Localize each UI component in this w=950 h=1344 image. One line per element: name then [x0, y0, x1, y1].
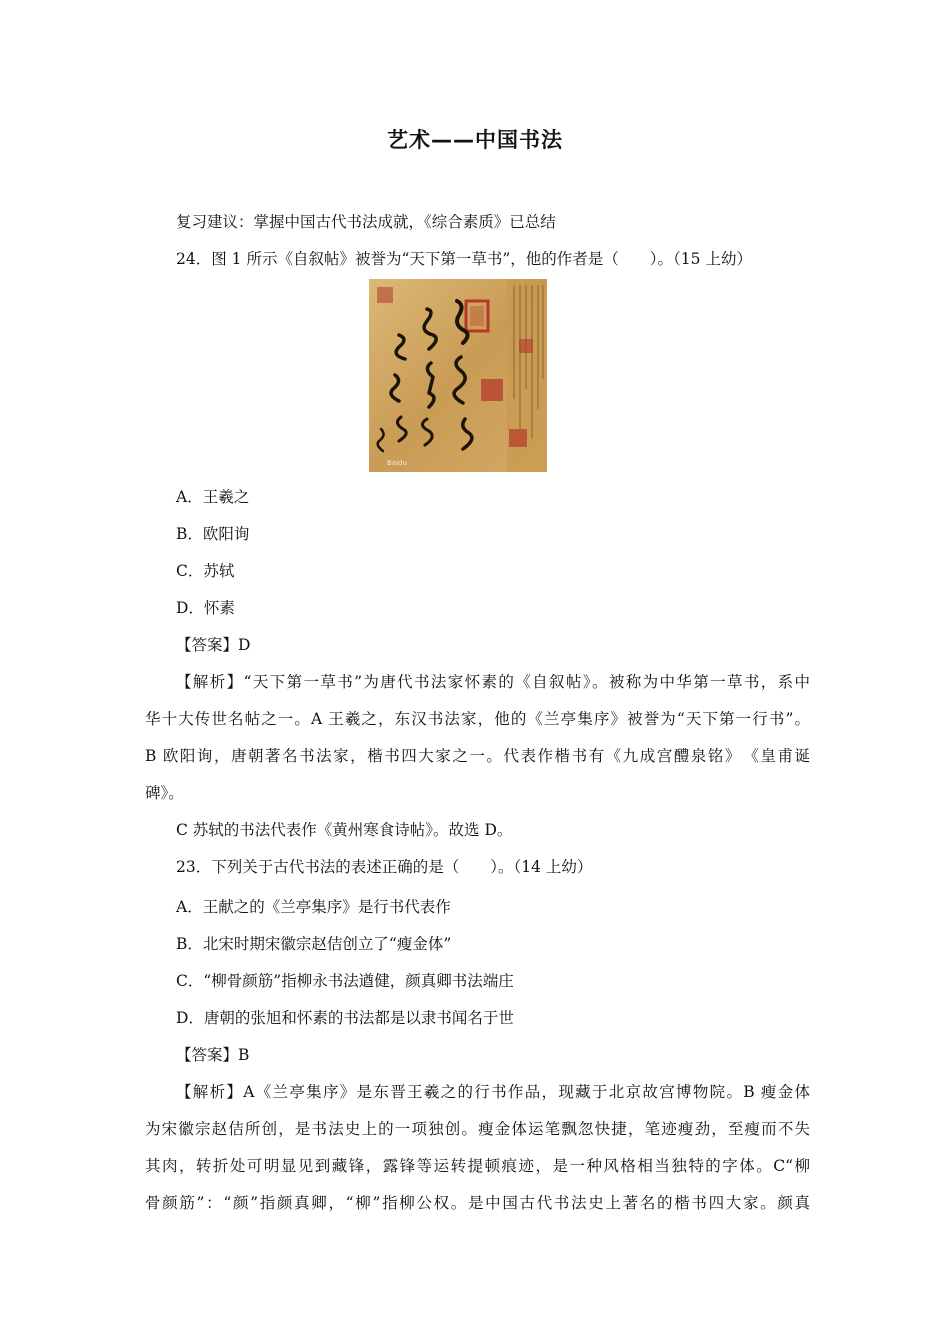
page-title: 艺术——中国书法: [387, 128, 563, 152]
q23-analysis-line-2: 为宋徽宗赵佶所创，是书法史上的一项独创。瘦金体运笔飘忽快捷，笔迹瘦劲，至瘦而不失: [145, 1120, 810, 1138]
calligraphy-artwork: [369, 279, 547, 472]
q24-analysis-tail: C 苏轼的书法代表作《黄州寒食诗帖》。故选 D。: [176, 821, 513, 839]
q24-analysis-line-2: 华十大传世名帖之一。A 王羲之，东汉书法家，他的《兰亭集序》被誉为“天下第一行书”。: [145, 710, 810, 728]
q24-option-b: B．欧阳询: [176, 525, 250, 543]
q24-option-c: C．苏轼: [176, 562, 235, 580]
q24-option-d: D．怀素: [176, 599, 235, 617]
calligraphy-image: [369, 279, 547, 472]
q24-answer: 【答案】D: [176, 636, 251, 654]
q23-option-c: C．“柳骨颜筋”指柳永书法遒健，颜真卿书法端庄: [176, 972, 514, 990]
q23-analysis-line-1: 【解析】A《兰亭集序》是东晋王羲之的行书作品，现藏于北京故宫博物院。B 瘦金体: [176, 1083, 810, 1101]
q23-analysis-line-3: 其肉，转折处可明显见到藏锋，露锋等运转提顿痕迹，是一种风格相当独特的字体。C“柳: [145, 1157, 810, 1175]
review-suggestion: 复习建议：掌握中国古代书法成就，《综合素质》已总结: [176, 213, 556, 231]
question-24-stem: 24．图 1 所示《自叙帖》被誉为“天下第一草书”，他的作者是（ ）。（15 上幼）: [176, 250, 752, 268]
q24-analysis-line-3: B 欧阳询，唐朝著名书法家，楷书四大家之一。代表作楷书有《九成宫醴泉铭》 《皇甫诞: [145, 747, 810, 765]
q23-analysis-line-4: 骨颜筋”：“颜”指颜真卿，“柳”指柳公权。是中国古代书法史上著名的楷书四大家。颜真: [145, 1194, 810, 1212]
svg-text:Baidu: Baidu: [387, 459, 407, 467]
question-23-stem: 23．下列关于古代书法的表述正确的是（ ）。（14 上幼）: [176, 858, 593, 876]
q23-option-d: D．唐朝的张旭和怀素的书法都是以隶书闻名于世: [176, 1009, 514, 1027]
q24-analysis-line-4: 碑》。: [145, 784, 184, 802]
q23-answer: 【答案】B: [176, 1046, 250, 1064]
q23-option-a: A．王献之的《兰亭集序》是行书代表作: [176, 898, 451, 916]
q24-option-a: A．王羲之: [176, 488, 250, 506]
q23-option-b: B．北宋时期宋徽宗赵佶创立了“瘦金体”: [176, 935, 452, 953]
q24-analysis-line-1: 【解析】“天下第一草书”为唐代书法家怀素的《自叙帖》。被称为中华第一草书，系中: [176, 673, 810, 691]
